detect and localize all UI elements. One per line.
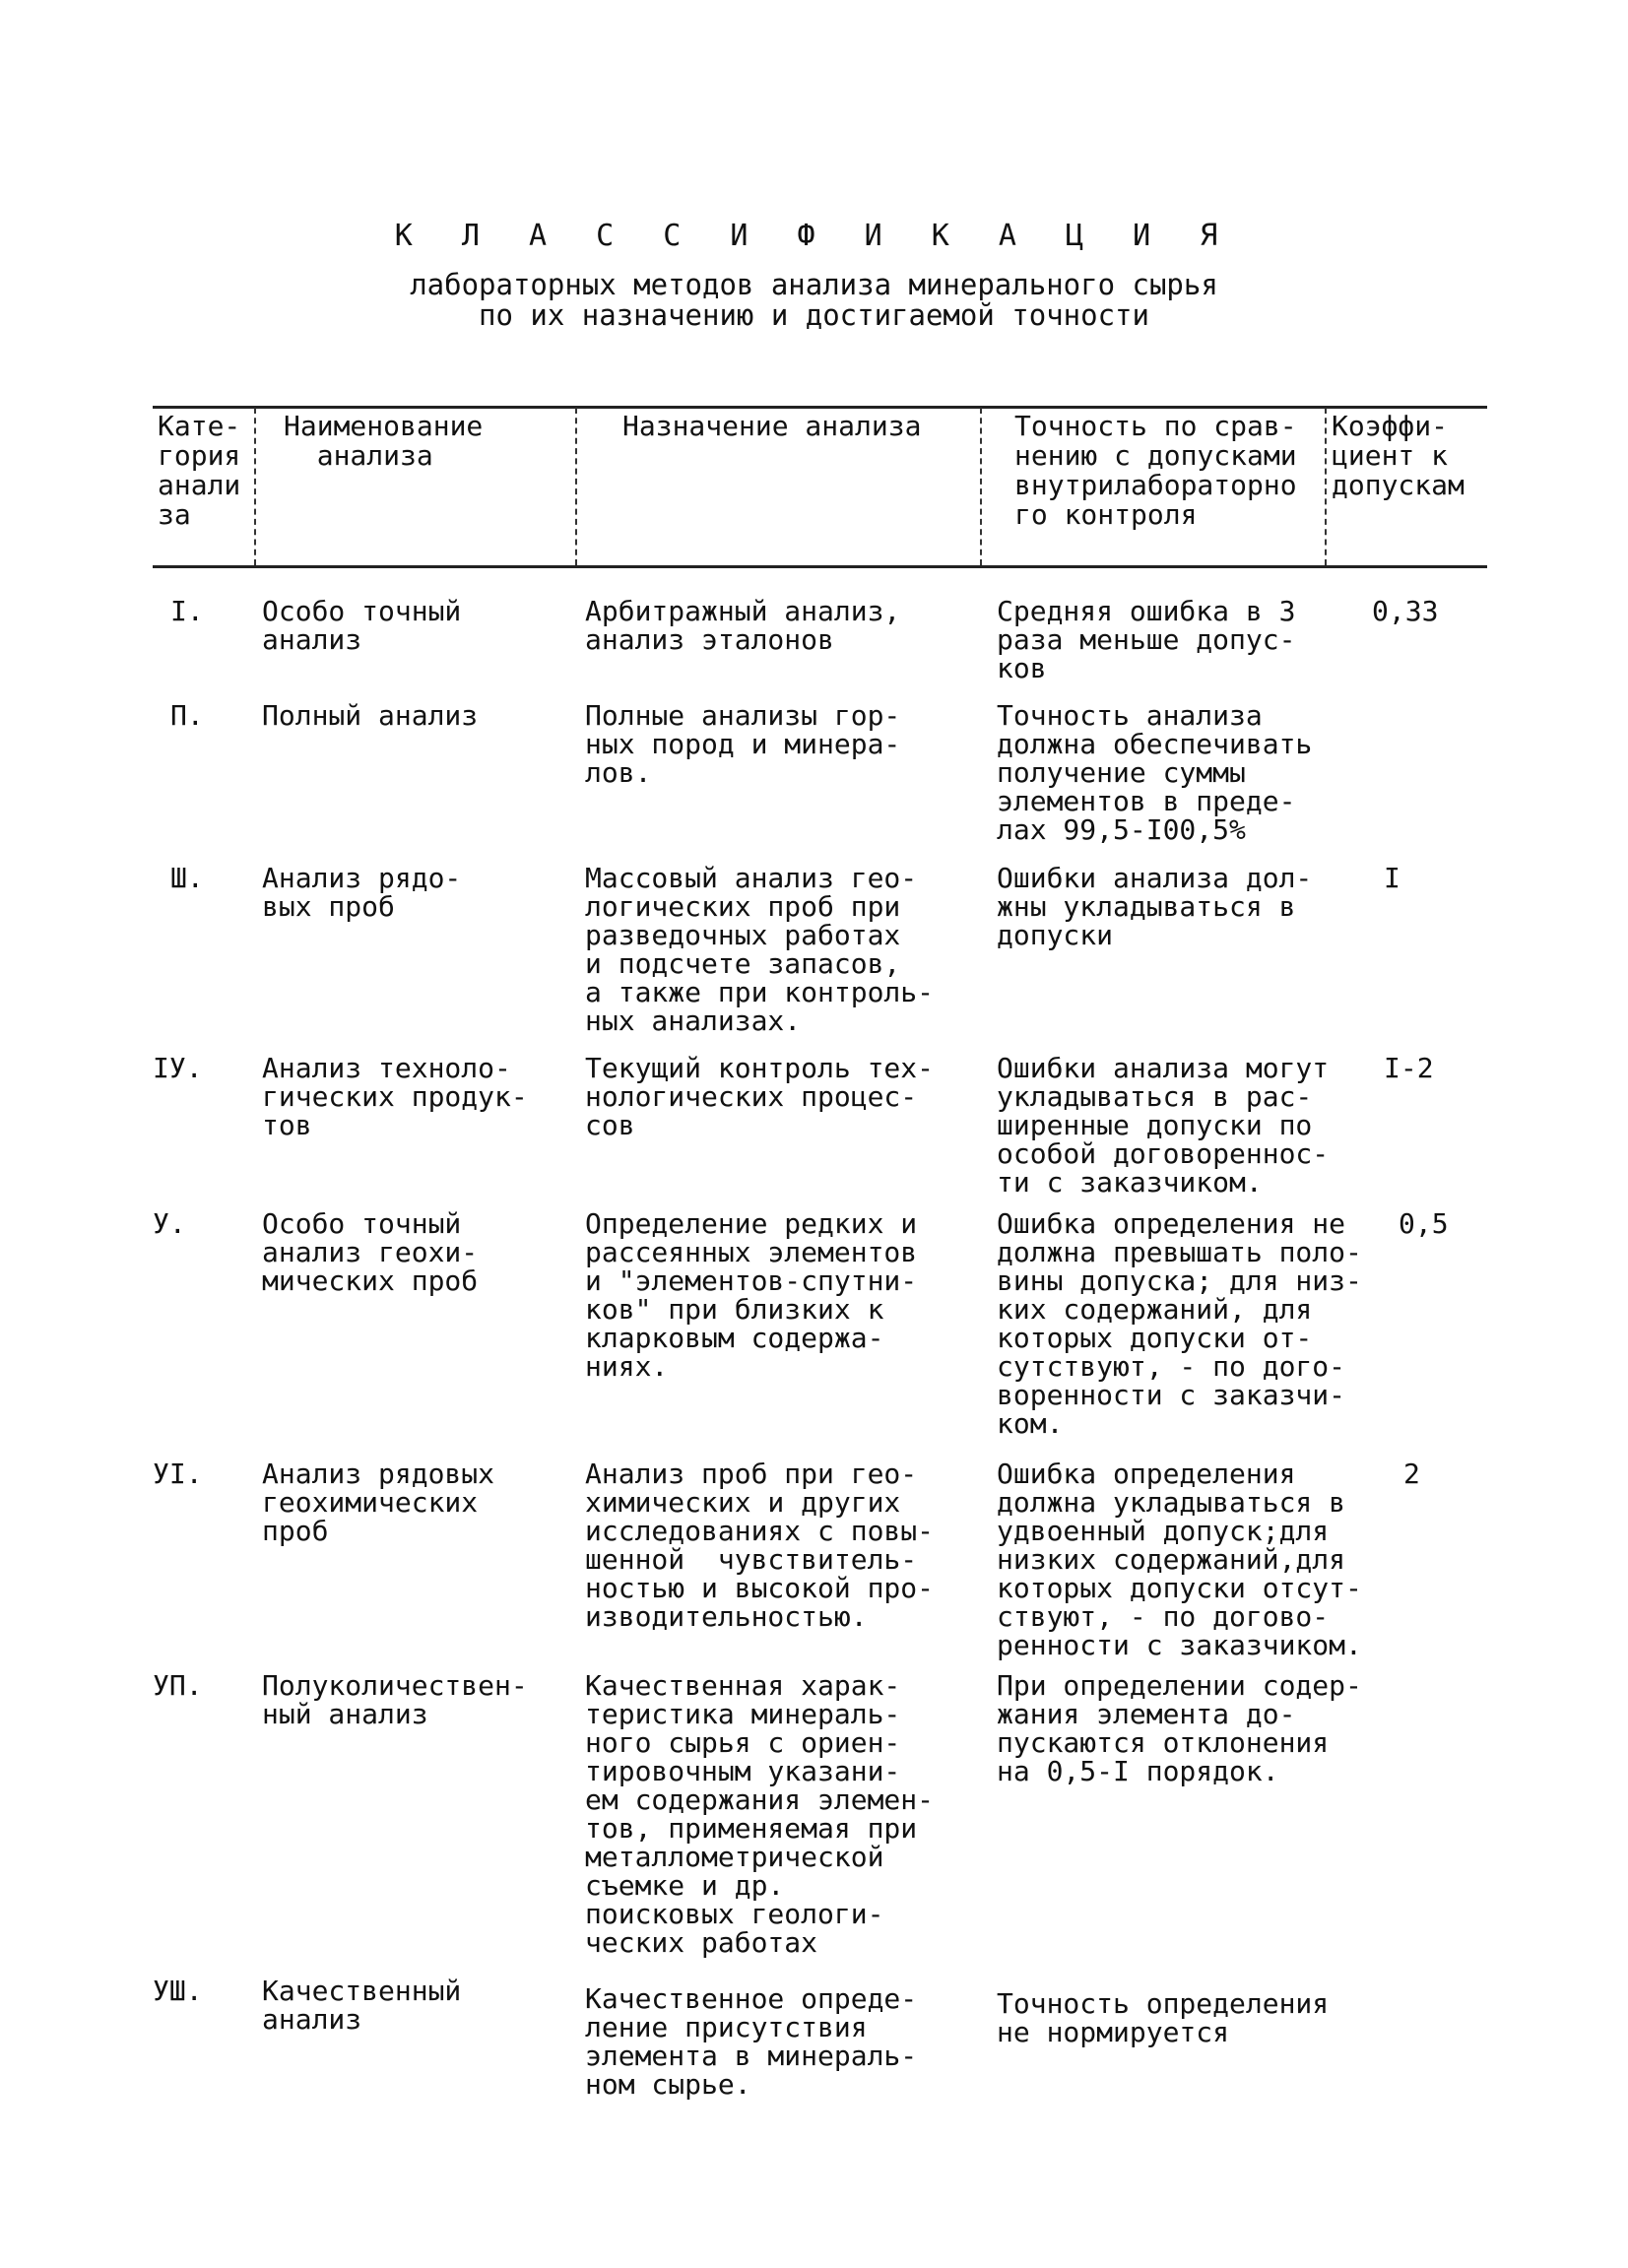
- row-coefficient: 0,33: [1372, 595, 1439, 627]
- document-title: К Л А С С И Ф И К А Ц И Я: [394, 219, 1234, 253]
- row-accuracy: Точность анализа должна обеспечивать получение суммы элементов в преде- лах 99,5-I00,5%: [997, 699, 1313, 846]
- row-name: Полуколичествен- ный анализ: [262, 1669, 528, 1730]
- column-header-purpose: Назначение анализа: [622, 410, 922, 442]
- column-divider: [575, 408, 577, 565]
- row-category: УП.: [153, 1669, 203, 1702]
- table-top-rule: [153, 406, 1487, 409]
- row-coefficient: 2: [1403, 1458, 1420, 1490]
- row-coefficient: I-2: [1384, 1052, 1434, 1084]
- row-accuracy: При определении содер- жания элемента до- пускаются отклонения на 0,5-I порядок.: [997, 1669, 1362, 1787]
- row-purpose: Анализ проб при гео- химических и других исследованиях с повы- шенной чувствитель- ностью и высокой про- изводительностью.: [585, 1458, 935, 1633]
- row-name: Анализ рядовых геохимических проб: [262, 1458, 495, 1547]
- row-name: Анализ техноло- гических продук- тов: [262, 1052, 528, 1141]
- row-purpose: Качественное опреде- ление присутствия элемента в минераль- ном сырье.: [585, 1982, 918, 2101]
- row-coefficient: I: [1384, 862, 1400, 894]
- row-name: Качественный анализ: [262, 1975, 462, 2036]
- row-purpose: Арбитражный анализ, анализ эталонов: [585, 595, 901, 656]
- column-header-accuracy: Точность по срав- нению с допусками внутрилабораторно го контроля: [1014, 410, 1297, 531]
- row-name: Особо точный анализ: [262, 595, 462, 656]
- row-accuracy: Ошибки анализа могут укладываться в рас- ширенные допуски по особой договореннос- ти с заказчиком.: [997, 1052, 1330, 1199]
- row-purpose: Качественная харак- теристика минераль- ного сырья с ориен- тировочным указани- ем содержания элемен- тов, применяемая при металлометрической съемке и др. поисковых геологи- ческих работах: [585, 1669, 935, 1959]
- column-header-name: Наименование анализа: [284, 410, 484, 472]
- row-accuracy: Точность определения не нормируется: [997, 1987, 1330, 2048]
- document-subtitle-line-1: лабораторных методов анализа минерального сырья: [410, 268, 1218, 301]
- row-coefficient: 0,5: [1399, 1207, 1449, 1240]
- row-name: Особо точный анализ геохи- мических проб: [262, 1207, 479, 1297]
- document-subtitle-line-2: по их назначению и достигаемой точности: [479, 298, 1149, 332]
- row-purpose: Текущий контроль тех- нологических процес- сов: [585, 1052, 935, 1141]
- row-accuracy: Ошибка определения не должна превышать поло- вины допуска; для низ- ких содержаний, для которых допуски от- сутствуют, - по дого- воренности с заказчи- ком.: [997, 1207, 1362, 1440]
- row-accuracy: Ошибки анализа дол- жны укладываться в допуски: [997, 862, 1313, 951]
- row-category: IУ.: [153, 1052, 203, 1084]
- row-accuracy: Ошибка определения должна укладываться в удвоенный допуск;для низких содержаний,для которых допуски отсут- ствуют, - по догово- ренности с заказчиком.: [997, 1458, 1362, 1661]
- column-divider: [980, 408, 982, 565]
- row-accuracy: Средняя ошибка в 3 раза меньше допус- ков: [997, 595, 1296, 684]
- row-purpose: Определение редких и рассеянных элементов и "элементов-спутни- ков" при близких к кларковым содержа- ниях.: [585, 1207, 918, 1383]
- row-category: У.: [153, 1207, 186, 1240]
- table-header-rule: [153, 565, 1487, 568]
- row-purpose: Массовый анализ гео- логических проб при разведочных работах и подсчете запасов, а также при контроль- ных анализах.: [585, 862, 935, 1037]
- column-header-coefficient: Коэффи- циент к допускам: [1332, 410, 1465, 501]
- row-purpose: Полные анализы гор- ных пород и минера- лов.: [585, 699, 901, 789]
- row-category: УШ.: [153, 1975, 203, 2007]
- column-header-category: Кате- гория анали за: [158, 410, 241, 531]
- row-name: Полный анализ: [262, 699, 479, 732]
- row-category: УI.: [153, 1458, 203, 1490]
- row-category: Ш.: [170, 862, 204, 894]
- row-name: Анализ рядо- вых проб: [262, 862, 462, 923]
- row-category: I.: [170, 595, 204, 627]
- column-divider: [1325, 408, 1327, 565]
- row-category: П.: [170, 699, 204, 732]
- column-divider: [254, 408, 256, 565]
